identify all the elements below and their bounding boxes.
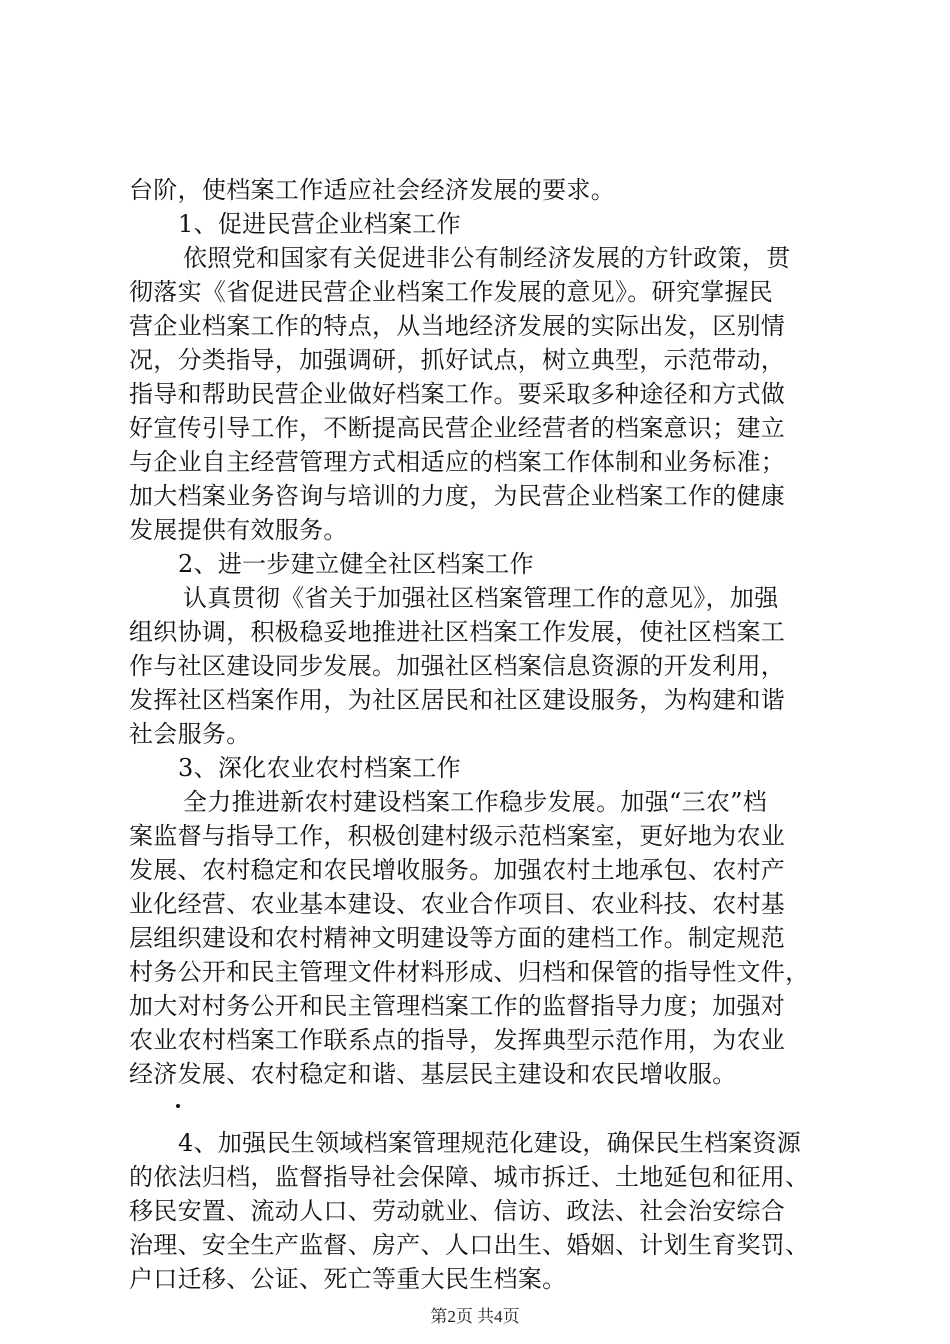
text-line: 经济发展、农村稳定和谐、基层民主建设和农民增收服。 (129, 1060, 737, 1088)
text-line: 作与社区建设同步发展。加强社区档案信息资源的开发利用， (129, 652, 786, 680)
stray-dot-mark (176, 1104, 180, 1108)
text-line: 层组织建设和农村精神文明建设等方面的建档工作。制定规范 (129, 924, 786, 952)
text-line: 加大对村务公开和民主管理档案工作的监督指导力度；加强对 (129, 992, 786, 1020)
paragraph-first-line: 认真贯彻《省关于加强社区档案管理工作的意见》，加强 (183, 584, 779, 612)
text-line: 农业农村档案工作联系点的指导，发挥典型示范作用，为农业 (129, 1026, 786, 1054)
text-line: 彻落实《省促进民营企业档案工作发展的意见》。研究掌握民 (129, 278, 774, 306)
section-heading-4: 4、加强民生领域档案管理规范化建设，确保民生档案资源 (178, 1129, 802, 1157)
text-line: 户口迁移、公证、死亡等重大民生档案。 (129, 1265, 567, 1293)
text-line: 的依法归档，监督指导社会保障、城市拆迁、土地延包和征用、 (129, 1163, 810, 1191)
text-line: 发展提供有效服务。 (129, 516, 348, 544)
text-line: 社会服务。 (129, 720, 251, 748)
text-line: 指导和帮助民营企业做好档案工作。要采取多种途径和方式做 (129, 380, 786, 408)
section-heading-1: 1、促进民营企业档案工作 (178, 210, 461, 238)
page-footer: 第2页 共4页 (430, 1307, 520, 1326)
section-heading-3: 3、深化农业农村档案工作 (178, 754, 461, 782)
text-line: 台阶，使档案工作适应社会经济发展的要求。 (129, 176, 615, 204)
text-line: 与企业自主经营管理方式相适应的档案工作体制和业务标准； (129, 448, 786, 476)
text-line: 组织协调，积极稳妥地推进社区档案工作发展，使社区档案工 (129, 618, 786, 646)
text-line: 况，分类指导，加强调研，抓好试点，树立典型，示范带动， (129, 346, 786, 374)
text-line: 治理、安全生产监督、房产、人口出生、婚姻、计划生育奖罚、 (129, 1231, 810, 1259)
text-line: 营企业档案工作的特点，从当地经济发展的实际出发，区别情 (129, 312, 786, 340)
text-line: 业化经营、农业基本建设、农业合作项目、农业科技、农村基 (129, 890, 786, 918)
text-line: 加大档案业务咨询与培训的力度，为民营企业档案工作的健康 (129, 482, 786, 510)
text-line: 发挥社区档案作用，为社区居民和社区建设服务，为构建和谐 (129, 686, 786, 714)
text-line: 村务公开和民主管理文件材料形成、归档和保管的指导性文件， (129, 958, 810, 986)
section-heading-2: 2、进一步建立健全社区档案工作 (178, 550, 534, 578)
text-line: 好宣传引导工作，不断提高民营企业经营者的档案意识；建立 (129, 414, 786, 442)
text-line: 发展、农村稳定和农民增收服务。加强农村土地承包、农村产 (129, 856, 786, 884)
text-line: 案监督与指导工作，积极创建村级示范档案室，更好地为农业 (129, 822, 786, 850)
paragraph-first-line: 依照党和国家有关促进非公有制经济发展的方针政策，贯 (183, 244, 791, 272)
paragraph-first-line: 全力推进新农村建设档案工作稳步发展。加强“三农”档 (183, 788, 768, 816)
text-line: 移民安置、流动人口、劳动就业、信访、政法、社会治安综合 (129, 1197, 786, 1225)
